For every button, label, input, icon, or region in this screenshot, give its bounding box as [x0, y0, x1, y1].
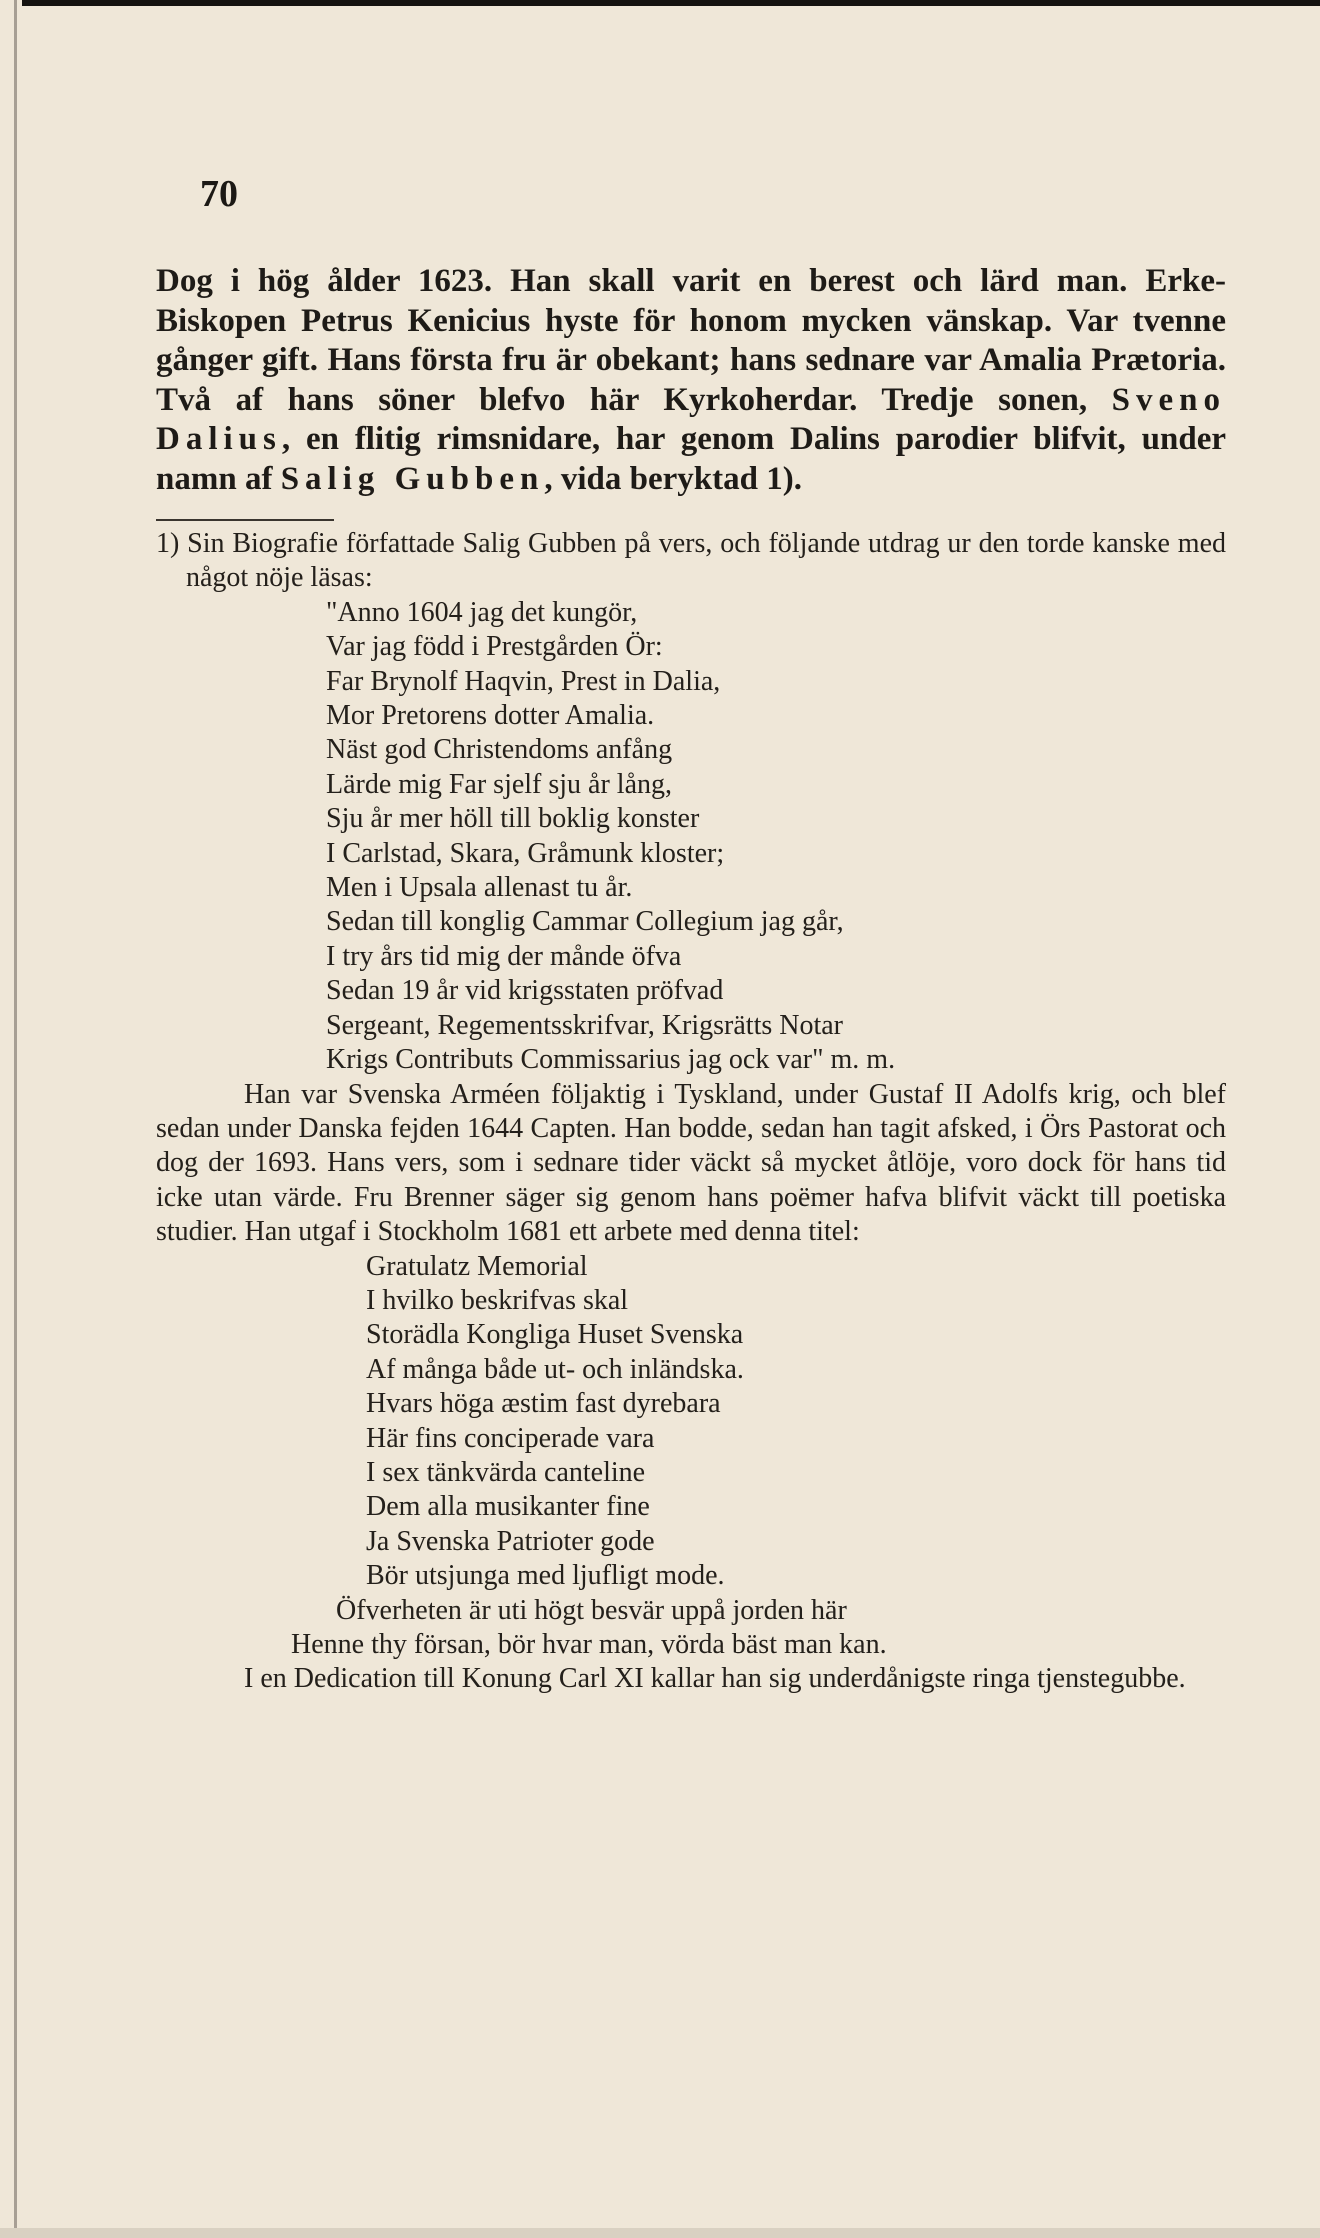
verse-line: Näst god Christendoms anfång	[326, 734, 673, 766]
footnote	[156, 527, 1226, 1697]
verse-line: Far Brynolf Haqvin, Prest in Dalia,	[326, 665, 721, 697]
title-line: Af många både ut- och inländska.	[366, 1353, 744, 1385]
title-line: Ja Svenska Patrioter gode	[366, 1525, 655, 1557]
title-line: Hvars höga æstim fast dyrebara	[366, 1388, 721, 1420]
verse-line: Sju år mer höll till boklig konster	[326, 803, 700, 835]
verse-line: Men i Upsala allenast tu år.	[326, 872, 633, 904]
left-margin-line	[14, 0, 17, 2238]
verse-line: Mor Pretorens dotter Amalia.	[326, 700, 655, 732]
title-line: I sex tänkvärda canteline	[366, 1456, 646, 1488]
book-title-verse	[156, 1250, 1226, 1594]
verse-line: Var jag född i Prestgården Ör:	[326, 631, 663, 663]
verse-line: Lärde mig Far sjelf sju år lång,	[326, 768, 673, 800]
verse-line: I try års tid mig der månde öfva	[326, 940, 682, 972]
text-block	[156, 262, 1226, 1697]
verse-line: Sedan till konglig Cammar Collegium jag går,	[326, 906, 844, 938]
title-line: Gratulatz Memorial	[366, 1250, 588, 1282]
closing-verse	[156, 1594, 1226, 1663]
top-edge-rule	[22, 0, 1320, 6]
title-line: I hvilko beskrifvas skal	[366, 1284, 629, 1316]
title-line: Storädla Kongliga Huset Svenska	[366, 1319, 744, 1351]
main-paragraph	[156, 262, 1226, 499]
footnote-intro: 1) Sin Biografie författade Salig Gubben på vers, och följande utdrag ur den torde kanske med något nöje läsas:	[156, 528, 1226, 594]
title-line: Dem alla musikanter fine	[366, 1491, 650, 1523]
name-salig-gubben: Salig Gubben	[280, 460, 545, 497]
main-text-part-1: Dog i hög ålder 1623. Han skall varit en berest och lärd man. Erke-Biskopen Petrus Kenicius hyste för honom mycken vänskap. Var tvenne gånger gift. Hans första fru är obekant; hans sednare var Amalia Prætoria. Två af hans söner blefvo här Kyrkoherdar. Tredje sonen,	[156, 263, 1226, 418]
page-number: 70	[200, 173, 238, 215]
title-line: Bör utsjunga med ljufligt mode.	[366, 1560, 725, 1592]
closing-line: Henne thy försan, bör hvar man, vörda bäst man kan.	[291, 1629, 887, 1660]
name-sveno-dalius: Sveno Dalius	[156, 381, 1226, 457]
verse-line: Krigs Contributs Commissarius jag ock var" m. m.	[326, 1044, 896, 1076]
bottom-edge	[0, 2228, 1320, 2238]
verse-line: Sergeant, Regementsskrifvar, Krigsrätts Notar	[326, 1009, 844, 1041]
main-text-part-2: , en flitig rimsnidare, har genom Dalins parodier blifvit, under namn af	[156, 421, 1226, 497]
dedication-note: I en Dedication till Konung Carl XI kallar han sig underdånigste ringa tjenstegubbe.	[244, 1663, 1186, 1695]
verse-line: I Carlstad, Skara, Gråmunk kloster;	[326, 837, 725, 869]
verse-line: "Anno 1604 jag det kungör,	[326, 596, 638, 628]
closing-line: Öfverheten är uti högt besvär uppå jorden här	[336, 1594, 847, 1626]
footnote-separator	[156, 519, 334, 521]
verse-line: Sedan 19 år vid krigsstaten pröfvad	[326, 975, 724, 1007]
footnote-prose: Han var Svenska Arméen följaktig i Tyskland, under Gustaf II Adolfs krig, och blef sedan under Danska fejden 1644 Capten. Han bodde, sedan han tagit afsked, i Örs Pastorat och dog der 1693. Hans vers, som i sednare tider väckt så mycket åtlöje, voro dock för hans tid icke utan värde. Fru Brenner säger sig genom hans poëmer hafva blifvit väckt till poetiska studier. Han utgaf i Stockholm 1681 ett arbete med denna titel:	[156, 1078, 1226, 1248]
title-line: Här fins conciperade vara	[366, 1422, 655, 1454]
biography-verse	[156, 596, 1226, 1078]
main-text-part-3: , vida beryktad 1).	[544, 460, 802, 497]
